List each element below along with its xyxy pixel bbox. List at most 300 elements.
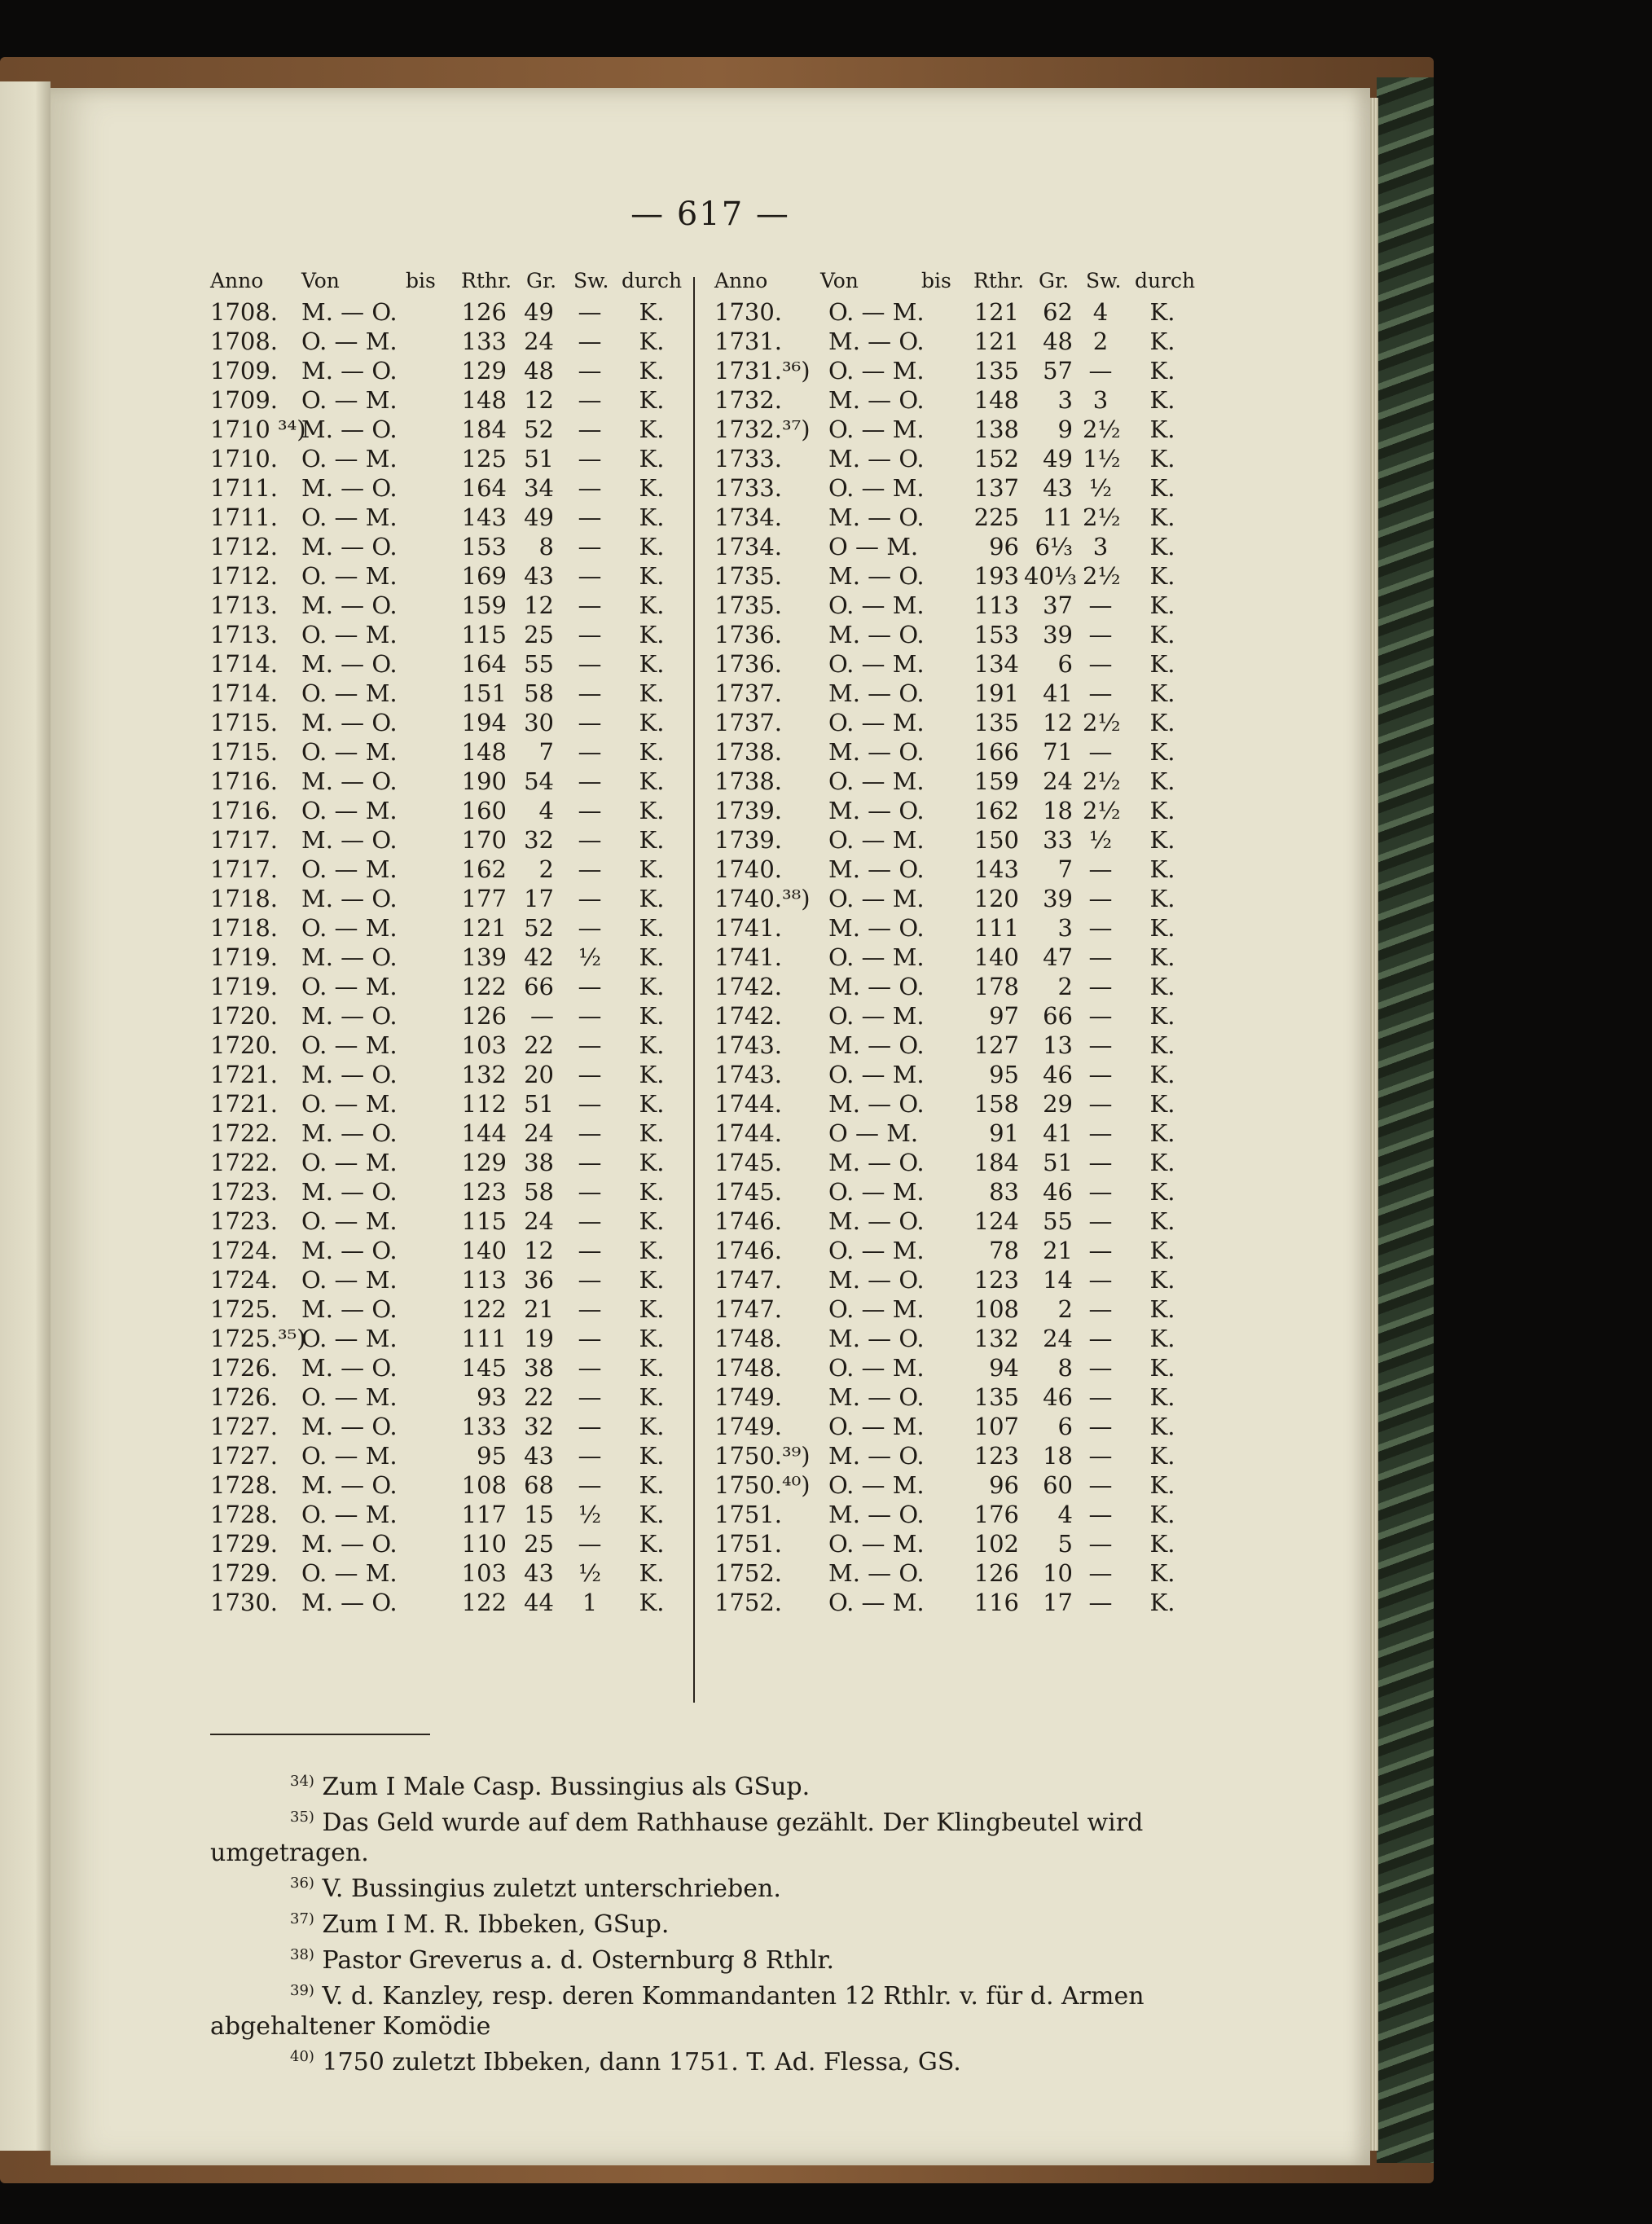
reichstaler-cell: 184 [461, 415, 507, 443]
reichstaler-cell: 135 [973, 357, 1019, 385]
groschen-cell: 24 [1043, 1325, 1073, 1352]
year-cell: 1737. [714, 709, 783, 736]
footnote-text: Das Geld wurde auf dem Rathhause gezählt. Der Klingbeutel wird umgetragen. [210, 1809, 1144, 1867]
collector-cell: K. [639, 973, 665, 1000]
reichstaler-cell: 133 [461, 1413, 507, 1440]
table-row [210, 356, 732, 385]
footnote [210, 1802, 1228, 1868]
table-row [714, 1001, 1252, 1031]
year-cell: 1720. [210, 1002, 279, 1030]
year-cell: 1714. [210, 650, 279, 678]
year-cell: 1734. [714, 533, 783, 560]
collector-cell: K. [1149, 503, 1175, 531]
schwaren-cell: — [1088, 1119, 1113, 1147]
schwaren-cell: — [1088, 1061, 1113, 1088]
schwaren-cell: — [1088, 1149, 1113, 1176]
header-durch: durch [622, 269, 683, 292]
groschen-cell: 46 [1043, 1178, 1073, 1206]
year-cell: 1741. [714, 943, 783, 971]
year-cell: 1729. [210, 1530, 279, 1558]
collector-cell: K. [1149, 1530, 1175, 1558]
collector-cell: K. [1149, 679, 1175, 707]
reichstaler-cell: 138 [973, 415, 1019, 443]
direction-cell: O. — M. [301, 1266, 398, 1294]
direction-cell: M. — O. [301, 885, 398, 912]
table-row [210, 327, 732, 356]
schwaren-cell: 2½ [1083, 709, 1121, 736]
schwaren-cell: — [578, 709, 602, 736]
year-cell: 1717. [210, 855, 279, 883]
table-row [210, 1382, 732, 1412]
footnote-text: Pastor Greverus a. d. Osternburg 8 Rthlr. [322, 1946, 835, 1975]
reichstaler-cell: 129 [461, 357, 507, 385]
table-row [210, 1060, 732, 1089]
schwaren-cell: — [1088, 1090, 1113, 1118]
direction-cell: M. — O. [828, 1383, 925, 1411]
table-row [210, 943, 732, 972]
facing-page-edge [0, 81, 51, 2151]
direction-cell: O. — M. [828, 1061, 925, 1088]
direction-cell: M. — O. [301, 1061, 398, 1088]
direction-cell: O. — M. [828, 474, 925, 502]
year-cell: 1718. [210, 885, 279, 912]
schwaren-cell: — [1088, 855, 1113, 883]
collector-cell: K. [1149, 797, 1175, 824]
collector-cell: K. [639, 503, 665, 531]
groschen-cell: 7 [1057, 855, 1073, 883]
collector-cell: K. [1149, 562, 1175, 590]
direction-cell: O. — M. [301, 1325, 398, 1352]
reichstaler-cell: 143 [461, 503, 507, 531]
reichstaler-cell: 117 [461, 1501, 507, 1528]
collector-cell: K. [639, 474, 665, 502]
header-gr: Gr. [1039, 269, 1070, 292]
direction-cell: M. — O. [301, 415, 398, 443]
table-row [714, 767, 1252, 796]
direction-cell: M. — O. [301, 709, 398, 736]
direction-cell: O. — M. [301, 797, 398, 824]
schwaren-cell: — [578, 1178, 602, 1206]
schwaren-cell: — [1088, 1237, 1113, 1264]
year-cell: 1749. [714, 1413, 783, 1440]
schwaren-cell: — [1088, 1295, 1113, 1323]
table-row [210, 913, 732, 943]
table-row [210, 855, 732, 884]
direction-cell: O. — M. [828, 1413, 925, 1440]
reichstaler-cell: 120 [973, 885, 1019, 912]
collector-cell: K. [1149, 415, 1175, 443]
reichstaler-cell: 113 [973, 591, 1019, 619]
groschen-cell: 13 [1043, 1031, 1073, 1059]
year-cell: 1736. [714, 650, 783, 678]
groschen-cell: 68 [524, 1471, 554, 1499]
table-row [210, 1148, 732, 1177]
groschen-cell: 58 [524, 1178, 554, 1206]
groschen-cell: 24 [524, 1119, 554, 1147]
table-row [714, 591, 1252, 620]
reichstaler-cell: 153 [973, 621, 1019, 648]
schwaren-cell: — [578, 327, 602, 355]
year-cell: 1713. [210, 591, 279, 619]
direction-cell: M. — O. [828, 1031, 925, 1059]
reichstaler-cell: 123 [461, 1178, 507, 1206]
reichstaler-cell: 148 [461, 386, 507, 414]
schwaren-cell: 1 [582, 1589, 598, 1616]
reichstaler-cell: 95 [477, 1442, 507, 1470]
collector-cell: K. [639, 855, 665, 883]
year-cell: 1708. [210, 298, 279, 326]
schwaren-cell: — [578, 767, 602, 795]
collector-cell: K. [639, 1207, 665, 1235]
year-cell: 1727. [210, 1442, 279, 1470]
year-cell: 1716. [210, 767, 279, 795]
footnote-number: 36) [290, 1875, 314, 1892]
collector-cell: K. [639, 679, 665, 707]
year-cell: 1722. [210, 1119, 279, 1147]
collector-cell: K. [1149, 855, 1175, 883]
year-cell: 1745. [714, 1149, 783, 1176]
groschen-cell: 49 [524, 298, 554, 326]
collector-cell: K. [1149, 1354, 1175, 1382]
collector-cell: K. [1149, 1325, 1175, 1352]
table-row [210, 620, 732, 649]
year-cell: 1716. [210, 797, 279, 824]
groschen-cell: 25 [524, 1530, 554, 1558]
reichstaler-cell: 144 [461, 1119, 507, 1147]
table-row [714, 1031, 1252, 1060]
schwaren-cell: — [578, 1295, 602, 1323]
reichstaler-cell: 133 [461, 327, 507, 355]
reichstaler-cell: 94 [989, 1354, 1019, 1382]
direction-cell: O. — M. [828, 1354, 925, 1382]
direction-cell: M. — O. [828, 1501, 925, 1528]
year-cell: 1740.³⁸) [714, 885, 811, 912]
reichstaler-cell: 121 [973, 298, 1019, 326]
year-cell: 1719. [210, 973, 279, 1000]
schwaren-cell: — [578, 357, 602, 385]
footnote [210, 1940, 1228, 1976]
collector-cell: K. [639, 885, 665, 912]
schwaren-cell: — [578, 1002, 602, 1030]
collector-cell: K. [639, 386, 665, 414]
reichstaler-cell: 184 [973, 1149, 1019, 1176]
table-row [210, 297, 732, 327]
direction-cell: M. — O. [828, 621, 925, 648]
year-cell: 1715. [210, 709, 279, 736]
schwaren-cell: — [578, 1354, 602, 1382]
reichstaler-cell: 162 [461, 855, 507, 883]
collector-cell: K. [1149, 474, 1175, 502]
schwaren-cell: 1½ [1083, 445, 1121, 472]
reichstaler-cell: 158 [973, 1090, 1019, 1118]
collector-cell: K. [1149, 709, 1175, 736]
year-cell: 1742. [714, 1002, 783, 1030]
reichstaler-cell: 148 [973, 386, 1019, 414]
collector-cell: K. [1149, 943, 1175, 971]
header-rthr: Rthr. [973, 269, 1025, 292]
year-cell: 1739. [714, 826, 783, 854]
direction-cell: M. — O. [301, 357, 398, 385]
reichstaler-cell: 110 [461, 1530, 507, 1558]
groschen-cell: 8 [1057, 1354, 1073, 1382]
direction-cell: M. — O. [828, 1090, 925, 1118]
reichstaler-cell: 169 [461, 562, 507, 590]
direction-cell: M. — O. [301, 1589, 398, 1616]
table-row [210, 884, 732, 913]
year-cell: 1710. [210, 445, 279, 472]
table-row [210, 1031, 732, 1060]
groschen-cell: 60 [1043, 1471, 1073, 1499]
direction-cell: M. — O. [301, 1413, 398, 1440]
schwaren-cell: 2 [1092, 327, 1109, 355]
table-row [714, 1148, 1252, 1177]
year-cell: 1735. [714, 591, 783, 619]
year-cell: 1737. [714, 679, 783, 707]
year-cell: 1743. [714, 1031, 783, 1059]
collector-cell: K. [1149, 767, 1175, 795]
groschen-cell: 17 [1043, 1589, 1073, 1616]
reichstaler-cell: 121 [973, 327, 1019, 355]
year-cell: 1728. [210, 1501, 279, 1528]
year-cell: 1735. [714, 562, 783, 590]
direction-cell: O. — M. [301, 855, 398, 883]
table-row [210, 1119, 732, 1148]
groschen-cell: 30 [524, 709, 554, 736]
groschen-cell: 6 [1057, 650, 1073, 678]
table-row [714, 1177, 1252, 1206]
collector-cell: K. [1149, 1061, 1175, 1088]
collector-cell: K. [1149, 327, 1175, 355]
direction-cell: O. — M. [301, 1559, 398, 1587]
table-row [714, 679, 1252, 708]
collector-cell: K. [1149, 1178, 1175, 1206]
reichstaler-cell: 123 [973, 1442, 1019, 1470]
direction-cell: O. — M. [301, 327, 398, 355]
reichstaler-cell: 96 [989, 533, 1019, 560]
year-cell: 1747. [714, 1266, 783, 1294]
schwaren-cell: — [1088, 1031, 1113, 1059]
year-cell: 1732.³⁷) [714, 415, 811, 443]
collector-cell: K. [1149, 826, 1175, 854]
year-cell: 1738. [714, 767, 783, 795]
groschen-cell: 24 [524, 1207, 554, 1235]
reichstaler-cell: 145 [461, 1354, 507, 1382]
reichstaler-cell: 122 [461, 1589, 507, 1616]
direction-cell: M. — O. [828, 797, 925, 824]
groschen-cell: 43 [1043, 474, 1073, 502]
table-row [210, 1412, 732, 1441]
direction-cell: M. — O. [828, 914, 925, 942]
schwaren-cell: — [578, 826, 602, 854]
footnote-number: 34) [290, 1773, 314, 1790]
direction-cell: O. — M. [301, 1442, 398, 1470]
header-bis: bis [921, 269, 951, 292]
year-cell: 1708. [210, 327, 279, 355]
table-row [210, 1353, 732, 1382]
direction-cell: M. — O. [301, 1354, 398, 1382]
reichstaler-cell: 151 [461, 679, 507, 707]
schwaren-cell: — [1088, 1442, 1113, 1470]
schwaren-cell: — [578, 885, 602, 912]
schwaren-cell: — [1088, 621, 1113, 648]
schwaren-cell: — [578, 914, 602, 942]
year-cell: 1733. [714, 474, 783, 502]
collector-cell: K. [1149, 1207, 1175, 1235]
table-row [714, 1265, 1252, 1294]
reichstaler-cell: 107 [973, 1413, 1019, 1440]
table-row [714, 532, 1252, 561]
reichstaler-cell: 95 [989, 1061, 1019, 1088]
collector-cell: K. [1149, 1149, 1175, 1176]
direction-cell: M. — O. [828, 1207, 925, 1235]
collector-cell: K. [639, 1325, 665, 1352]
table-row [714, 1558, 1252, 1588]
table-row [210, 561, 732, 591]
direction-cell: M. — O. [828, 973, 925, 1000]
collector-cell: K. [639, 1383, 665, 1411]
table-row [714, 1441, 1252, 1470]
schwaren-cell: — [578, 1090, 602, 1118]
table-row [210, 1558, 732, 1588]
reichstaler-cell: 122 [461, 1295, 507, 1323]
groschen-cell: 15 [524, 1501, 554, 1528]
table-row [210, 1001, 732, 1031]
direction-cell: M. — O. [301, 767, 398, 795]
table-row [714, 1294, 1252, 1324]
reichstaler-cell: 170 [461, 826, 507, 854]
schwaren-cell: ½ [1088, 474, 1113, 502]
direction-cell: M. — O. [828, 1559, 925, 1587]
schwaren-cell: — [1088, 357, 1113, 385]
reichstaler-cell: 122 [461, 973, 507, 1000]
year-cell: 1713. [210, 621, 279, 648]
table-row [210, 1265, 732, 1294]
reichstaler-cell: 132 [461, 1061, 507, 1088]
year-cell: 1728. [210, 1471, 279, 1499]
groschen-cell: 6 [1057, 1413, 1073, 1440]
footnote [210, 1766, 1228, 1802]
table-row [210, 1324, 732, 1353]
year-cell: 1711. [210, 503, 279, 531]
table-row [210, 972, 732, 1001]
collector-cell: K. [1149, 1589, 1175, 1616]
collector-cell: K. [1149, 885, 1175, 912]
schwaren-cell: — [578, 1442, 602, 1470]
reichstaler-cell: 152 [973, 445, 1019, 472]
collector-cell: K. [639, 533, 665, 560]
direction-cell: M. — O. [301, 1119, 398, 1147]
schwaren-cell: 2½ [1083, 415, 1121, 443]
direction-cell: M. — O. [828, 1325, 925, 1352]
table-row [210, 1529, 732, 1558]
collector-cell: K. [639, 1119, 665, 1147]
groschen-cell: 4 [538, 797, 554, 824]
schwaren-cell: — [578, 1031, 602, 1059]
table-row [714, 385, 1252, 415]
year-cell: 1734. [714, 503, 783, 531]
groschen-cell: 58 [524, 679, 554, 707]
table-row [714, 1089, 1252, 1119]
year-cell: 1727. [210, 1413, 279, 1440]
reichstaler-cell: 135 [973, 1383, 1019, 1411]
collector-cell: K. [639, 445, 665, 472]
groschen-cell: 49 [1043, 445, 1073, 472]
collector-cell: K. [1149, 973, 1175, 1000]
page-number: — 617 — [630, 196, 790, 233]
reichstaler-cell: 108 [973, 1295, 1019, 1323]
groschen-cell: 33 [1043, 826, 1073, 854]
year-cell: 1726. [210, 1383, 279, 1411]
reichstaler-cell: 150 [973, 826, 1019, 854]
table-row [714, 1353, 1252, 1382]
direction-cell: M. — O. [828, 562, 925, 590]
groschen-cell: — [530, 1002, 554, 1030]
reichstaler-cell: 193 [973, 562, 1019, 590]
direction-cell: M. — O. [301, 474, 398, 502]
table-row [714, 503, 1252, 532]
direction-cell: O. — M. [301, 386, 398, 414]
groschen-cell: 37 [1043, 591, 1073, 619]
schwaren-cell: — [578, 386, 602, 414]
right-column-header [714, 269, 1252, 298]
collector-cell: K. [639, 914, 665, 942]
table-row [714, 1060, 1252, 1089]
year-cell: 1723. [210, 1207, 279, 1235]
direction-cell: M. — O. [828, 1266, 925, 1294]
header-von: Von [301, 269, 340, 292]
schwaren-cell: — [578, 1383, 602, 1411]
table-row [714, 855, 1252, 884]
footnote-text: V. d. Kanzley, resp. deren Kommandanten 12 Rthlr. v. für d. Armen abgehaltener Komödie [210, 1982, 1145, 2041]
collector-cell: K. [639, 1061, 665, 1088]
groschen-cell: 22 [524, 1383, 554, 1411]
groschen-cell: 42 [524, 943, 554, 971]
reichstaler-cell: 132 [973, 1325, 1019, 1352]
reichstaler-cell: 127 [973, 1031, 1019, 1059]
year-cell: 1751. [714, 1530, 783, 1558]
direction-cell: O. — M. [301, 562, 398, 590]
year-cell: 1709. [210, 357, 279, 385]
direction-cell: O. — M. [828, 591, 925, 619]
groschen-cell: 55 [524, 650, 554, 678]
schwaren-cell: 3 [1092, 386, 1109, 414]
groschen-cell: 18 [1043, 797, 1073, 824]
schwaren-cell: — [578, 503, 602, 531]
direction-cell: M. — O. [828, 1149, 925, 1176]
year-cell: 1733. [714, 445, 783, 472]
table-row [714, 297, 1252, 327]
table-row [210, 708, 732, 737]
year-cell: 1739. [714, 797, 783, 824]
schwaren-cell: — [1088, 679, 1113, 707]
direction-cell: M. — O. [301, 591, 398, 619]
year-cell: 1730. [210, 1589, 279, 1616]
collector-cell: K. [639, 1530, 665, 1558]
collector-cell: K. [1149, 1471, 1175, 1499]
collector-cell: K. [639, 1559, 665, 1587]
reichstaler-cell: 153 [461, 533, 507, 560]
table-row [210, 1294, 732, 1324]
groschen-cell: 8 [538, 533, 554, 560]
year-cell: 1752. [714, 1589, 783, 1616]
year-cell: 1725. [210, 1295, 279, 1323]
year-cell: 1709. [210, 386, 279, 414]
groschen-cell: 19 [524, 1325, 554, 1352]
reichstaler-cell: 97 [989, 1002, 1019, 1030]
footnote-number: 40) [290, 2048, 314, 2065]
schwaren-cell: — [1088, 973, 1113, 1000]
groschen-cell: 55 [1043, 1207, 1073, 1235]
